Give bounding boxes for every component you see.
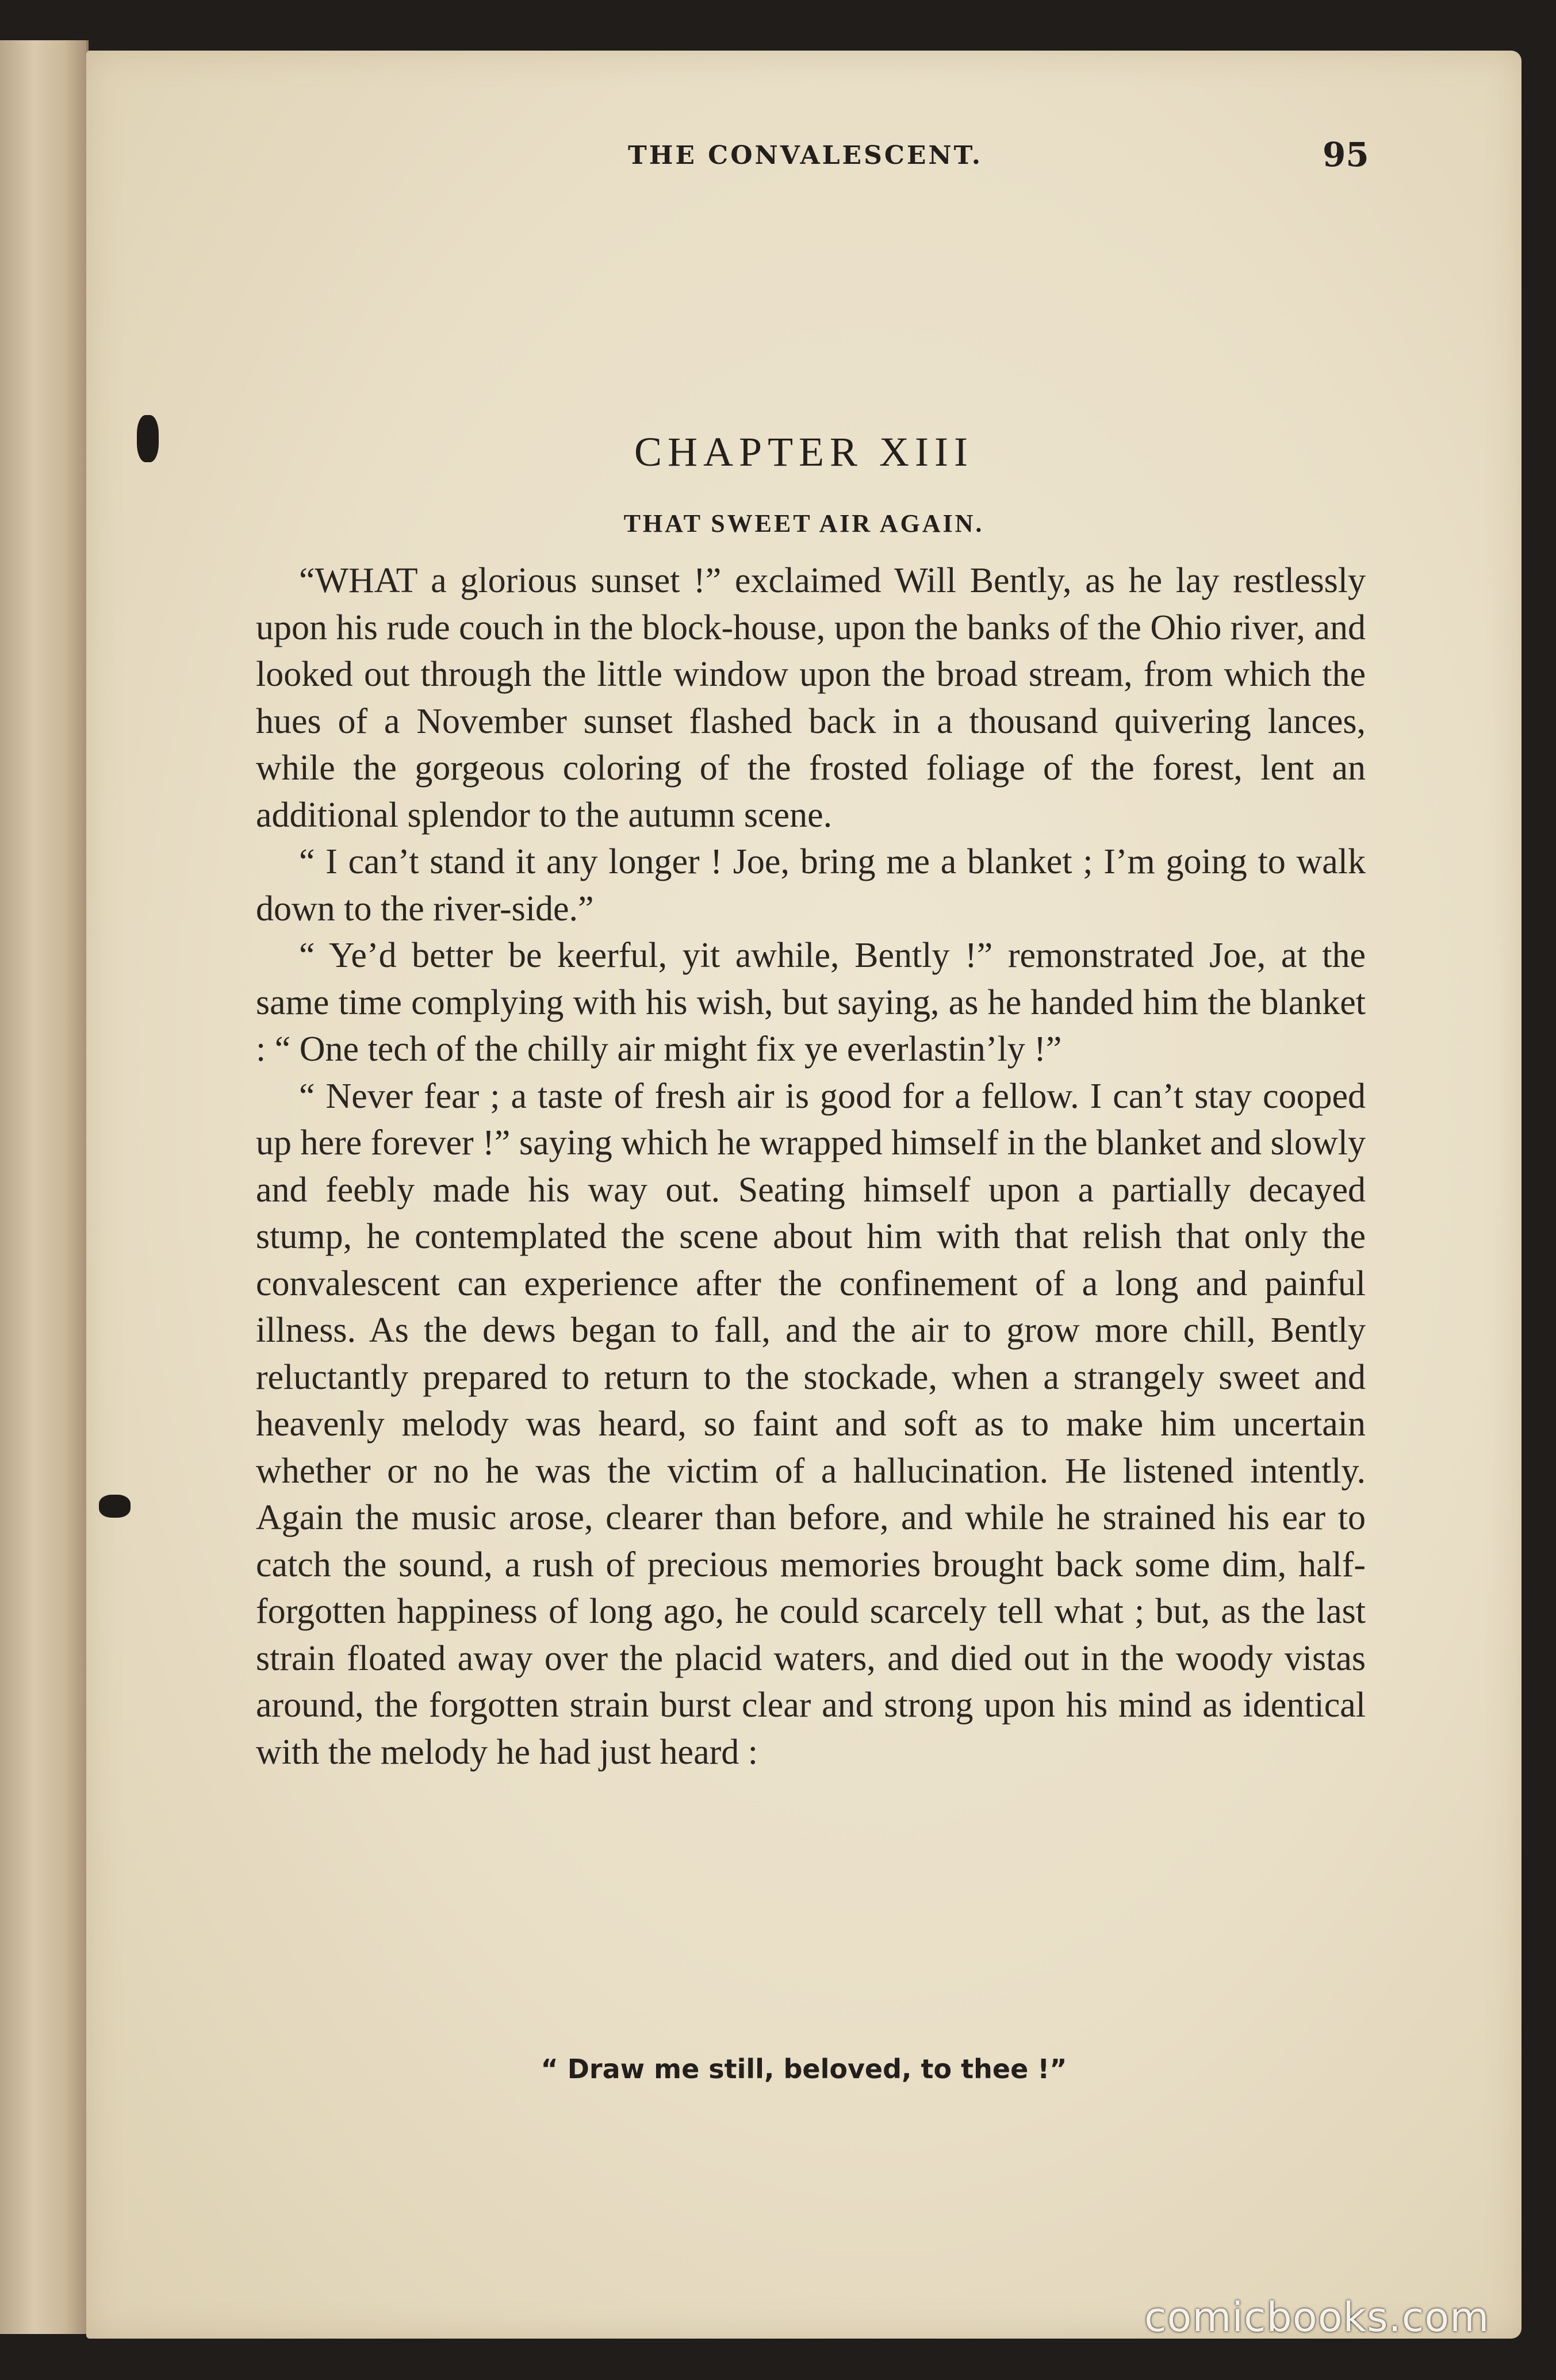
song-line: “ Draw me still, beloved, to thee !” (541, 2053, 1067, 2085)
paragraph: “ I can’t stand it any longer ! Joe, bring me a blanket ; I’m going to walk down to the river-side.” (256, 842, 1366, 928)
ink-blot (99, 1495, 131, 1518)
paragraph: “ Never fear ; a taste of fresh air is good for a fellow. I can’t stay cooped up here forever !” saying which he wrapped himself in the blanket and slowly and feebly made his way out. Seating himself upon a partially decayed stump, he contemplated the scene about him with that relish that only the convalescent can experience after the confinement of a long and painful illness. As the dews began to fall, and the air to grow more chill, Bently reluctantly prepared to return to the stockade, when a strangely sweet and heavenly melody was heard, so faint and soft as to make him uncertain whether or no he was the victim of a hallucination. He listened intently. Again the music arose, clearer than before, and while he strained his ear to catch the sound, a rush of precious memories brought back some dim, half-forgotten happiness of long ago, he could scarcely tell what ; but, as the last strain floated away over the placid waters, and died out in the woody vistas around, the forgotten strain burst clear and strong upon his mind as identical with the melody he had just heard : (256, 1076, 1366, 1772)
paragraph: “WHAT a glorious sunset !” exclaimed Will Bently, as he lay restlessly upon his rude couch in the block-house, upon the banks of the Ohio river, and looked out through the little window upon the broad stream, from which the hues of a November sunset flashed back in a thousand quivering lances, while the gorgeous coloring of the frosted foliage of the forest, lent an additional splendor to the autumn scene. (256, 561, 1366, 835)
paragraph: “ Ye’d better be keerful, yit awhile, Bently !” remonstrated Joe, at the same time complying with his wish, but saying, as he handed him the blanket : “ One tech of the chilly air might fix ye everlastin’ly !” (256, 936, 1366, 1069)
running-head: THE CONVALESCENT. (628, 141, 983, 170)
chapter-title: CHAPTER XIII (634, 429, 974, 475)
chapter-body (256, 558, 1366, 1776)
adjacent-page-edge (0, 40, 89, 2334)
chapter-subtitle: THAT SWEET AIR AGAIN. (623, 509, 984, 538)
watermark: comicbooks.com (1144, 2294, 1490, 2341)
page-number: 95 (1323, 135, 1369, 174)
